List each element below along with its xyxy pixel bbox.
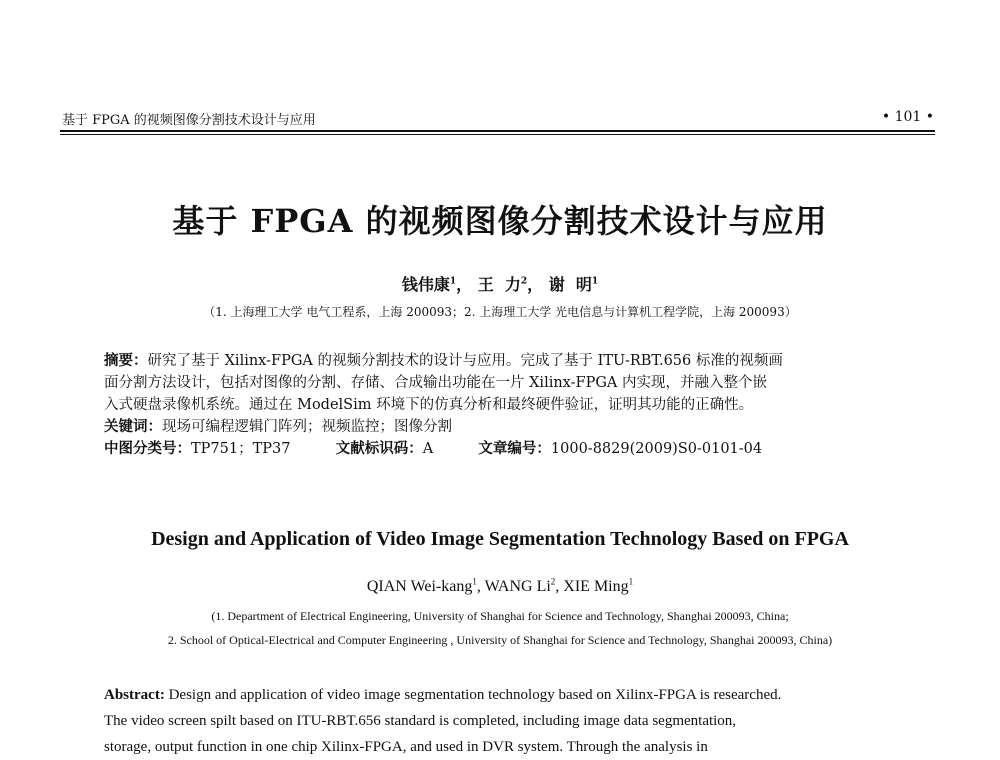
author-name: XIE Ming — [563, 578, 629, 595]
abstract-line: The video screen spilt based on ITU-RBT.656 standard is completed, including image data segmentation, — [104, 713, 737, 729]
abstract-text: 研究了基于 Xilinx-FPGA 的视频分割技术的设计与应用。完成了基于 ITU-RBT.656 标准的视频画 — [147, 353, 783, 369]
chinese-authors — [0, 272, 1000, 295]
classification-line — [104, 438, 904, 460]
doc-code-value: A — [422, 441, 434, 457]
abstract-label: 摘要： — [104, 352, 148, 369]
abstract-label: Abstract: — [104, 687, 165, 703]
english-title: Design and Application of Video Image Segmentation Technology Based on FPGA — [151, 528, 849, 550]
author-affil-mark: 1 — [472, 576, 477, 587]
clc-label: 中图分类号： — [104, 440, 191, 457]
english-affiliation-2: 2. School of Optical-Electrical and Computer Engineering , University of Shanghai for Science and Technology, Shanghai 200093, China) — [167, 633, 833, 647]
author-sep: , — [476, 578, 485, 595]
english-affiliation-1: (1. Department of Electrical Engineering, University of Shanghai for Science and Technology, Shanghai 200093, China; — [211, 609, 789, 623]
author-name: 王 力 — [477, 275, 521, 294]
english-authors — [0, 578, 1000, 596]
author-name: QIAN Wei-kang — [366, 578, 473, 595]
keywords-line — [104, 416, 904, 438]
author-affil-mark: 2 — [520, 276, 528, 287]
page-number: • 101 • — [881, 109, 934, 125]
running-title: 基于 FPGA 的视频图像分割技术设计与应用 — [62, 113, 316, 128]
author-name: WANG Li — [484, 578, 551, 595]
clc-value: TP751；TP37 — [191, 441, 291, 457]
abstract-line: 面分割方法设计，包括对图像的分割、存储、合成输出功能在一片 Xilinx-FPGA 内实现，并融入整个嵌 — [104, 375, 767, 391]
abstract-line — [104, 350, 904, 372]
author-affil-mark: 1 — [628, 576, 634, 587]
keywords-text: 现场可编程逻辑门阵列；视频监控；图像分割 — [162, 419, 452, 435]
doc-code-label: 文献标识码： — [335, 440, 423, 457]
chinese-affiliation: （1. 上海理工大学 电气工程系，上海 200093；2. 上海理工大学 光电信息与计算机工程学院，上海 200093） — [203, 305, 797, 319]
author-affil-mark: 1 — [591, 276, 599, 287]
abstract-line: storage, output function in one chip Xilinx-FPGA, and used in DVR system. Through the analysis in — [104, 739, 708, 755]
abstract-line — [104, 682, 904, 708]
article-no-value: 1000-8829(2009)S0-0101-04 — [550, 441, 763, 457]
author-sep: ， — [527, 275, 544, 294]
abstract-text: Design and application of video image segmentation technology based on Xilinx-FPGA is researched. — [168, 687, 782, 703]
abstract-line: 入式硬盘录像机系统。通过在 ModelSim 环境下的仿真分析和最终硬件验证，证明其功能的正确性。 — [104, 397, 754, 413]
author-name: 谢 明 — [548, 275, 592, 294]
chinese-title: 基于 FPGA 的视频图像分割技术设计与应用 — [172, 202, 828, 240]
header-rule-thick — [60, 130, 935, 132]
author-sep: , — [555, 578, 564, 595]
author-affil-mark: 1 — [449, 276, 457, 287]
article-no-label: 文章编号： — [478, 440, 551, 457]
author-affil-mark: 2 — [550, 576, 556, 587]
author-sep: ， — [456, 275, 473, 294]
english-abstract — [104, 682, 904, 760]
author-name: 钱伟康 — [401, 275, 450, 294]
keywords-label: 关键词： — [104, 418, 162, 435]
header-rule-thin — [60, 134, 935, 135]
chinese-abstract — [104, 350, 904, 460]
